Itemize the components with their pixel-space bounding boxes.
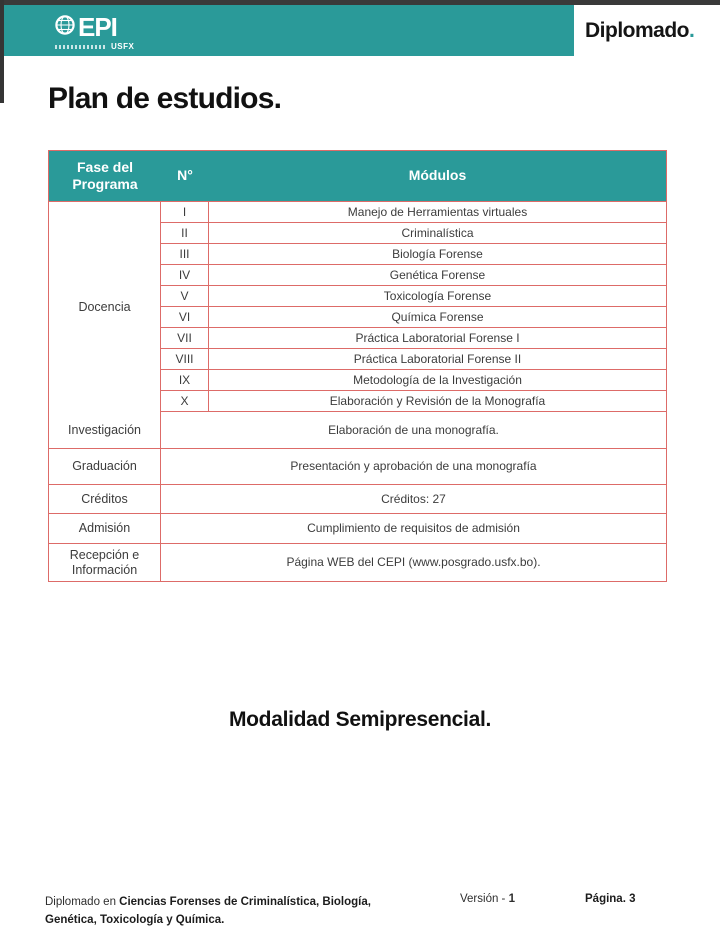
row-recepcion-informacion — [49, 544, 666, 581]
module-name: Criminalística — [401, 225, 474, 240]
module-number: III — [161, 244, 209, 264]
module-number: VI — [161, 307, 209, 327]
module-number: IV — [161, 265, 209, 285]
footer-program-name: Diplomado en Ciencias Forenses de Criminalística, Biología, Genética, Toxicología y Química. — [45, 896, 371, 927]
column-header-modules: Módulos — [408, 167, 467, 184]
module-name: Práctica Laboratorial Forense I — [355, 330, 520, 345]
modality-title: Modalidad Semipresencial. — [228, 708, 492, 731]
diplomado-label: Diplomado. — [585, 18, 695, 42]
table-header-row — [49, 151, 666, 202]
footer-version: Versión - 1 — [460, 893, 515, 905]
column-header-phase: Fase del Programa — [72, 158, 138, 192]
module-row — [161, 349, 666, 370]
row-creditos — [49, 485, 666, 514]
column-header-number: N° — [177, 167, 193, 184]
docencia-section — [49, 202, 666, 412]
header-band — [0, 5, 574, 56]
logo-tagline-blur — [55, 45, 107, 49]
module-number: IX — [161, 370, 209, 390]
row-label: Recepción e Información — [49, 544, 161, 581]
cepi-logo — [55, 14, 134, 51]
module-row — [161, 265, 666, 286]
logo-wordmark: EPI — [78, 12, 117, 42]
row-value: Página WEB del CEPI (www.posgrado.usfx.bo). — [286, 555, 541, 570]
module-row — [161, 202, 666, 223]
footer-page-number: Página. 3 — [585, 893, 636, 905]
row-value: Elaboración de una monografía. — [328, 422, 499, 437]
module-row — [161, 286, 666, 307]
row-label: Créditos — [49, 485, 161, 513]
module-number: VIII — [161, 349, 209, 369]
row-investigacion — [49, 412, 666, 449]
module-row — [161, 307, 666, 328]
module-row — [161, 370, 666, 391]
module-name: Química Forense — [391, 309, 484, 324]
diplomado-dot: . — [689, 18, 695, 42]
module-number: II — [161, 223, 209, 243]
logo-usfx-label: USFX — [111, 42, 135, 51]
study-plan-table — [48, 150, 667, 582]
scan-edge-left — [0, 0, 4, 103]
module-number: I — [161, 202, 209, 222]
module-number: V — [161, 286, 209, 306]
module-name: Práctica Laboratorial Forense II — [353, 351, 522, 366]
module-number: X — [161, 391, 209, 411]
module-number: VII — [161, 328, 209, 348]
module-name: Elaboración y Revisión de la Monografía — [329, 393, 546, 408]
module-row — [161, 391, 666, 412]
row-label: Investigación — [49, 412, 161, 448]
row-label: Graduación — [49, 449, 161, 484]
docencia-label: Docencia — [49, 202, 161, 412]
page-title: Plan de estudios. — [48, 82, 282, 115]
module-name: Genética Forense — [389, 267, 486, 282]
row-value: Créditos: 27 — [381, 491, 446, 506]
module-name: Toxicología Forense — [383, 288, 492, 303]
row-graduacion — [49, 449, 666, 485]
module-rows — [161, 202, 666, 412]
module-row — [161, 223, 666, 244]
module-name: Biología Forense — [392, 246, 483, 261]
module-name: Metodología de la Investigación — [353, 372, 522, 387]
module-row — [161, 328, 666, 349]
row-value: Presentación y aprobación de una monografía — [290, 459, 537, 474]
row-admision — [49, 514, 666, 544]
header-right-panel — [574, 5, 720, 56]
row-value: Cumplimiento de requisitos de admisión — [307, 521, 520, 536]
row-label: Admisión — [49, 514, 161, 543]
module-row — [161, 244, 666, 265]
globe-icon — [55, 15, 75, 40]
module-name: Manejo de Herramientas virtuales — [347, 204, 528, 219]
